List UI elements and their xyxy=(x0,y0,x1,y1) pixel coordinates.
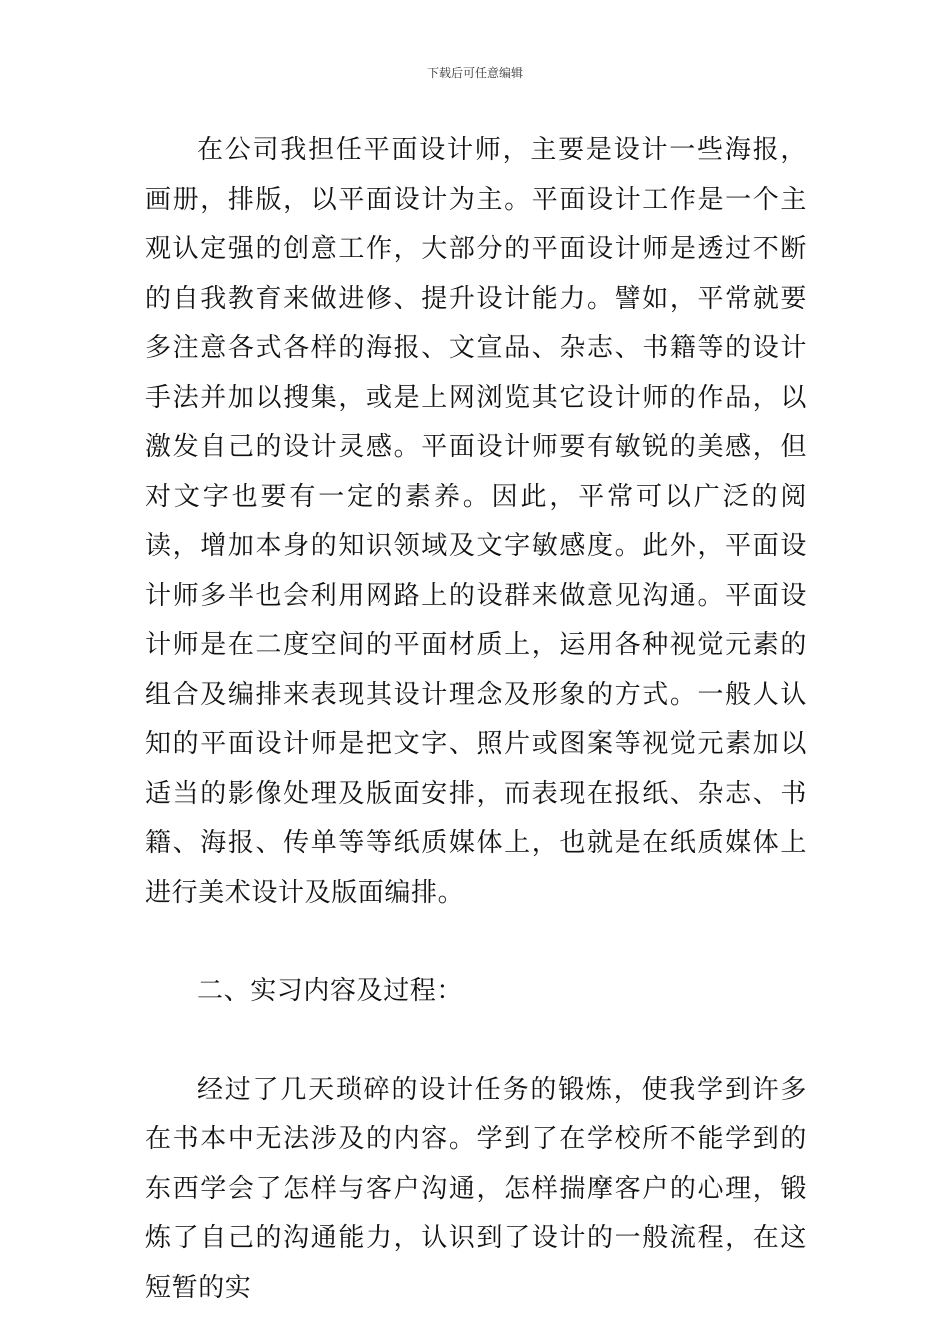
page-header: 下载后可任意编辑 xyxy=(426,66,523,80)
paragraph-internship: 经过了几天琐碎的设计任务的锻炼，使我学到许多在书本中无法涉及的内容。学到了在学校所不能学到的东西学会了怎样与客户沟通，怎样揣摩客户的心理，锻炼了自己的沟通能力，认识到了设计的一般流程，在这短暂的实 xyxy=(145,1074,807,1303)
paragraph-design-work: 在公司我担任平面设计师，主要是设计一些海报，画册，排版，以平面设计为主。平面设计工作是一个主观认定强的创意工作，大部分的平面设计师是透过不断的自我教育来做进修、提升设计能力。譬如，平常就要多注意各式各样的海报、文宣品、杂志、书籍等的设计手法并加以搜集，或是上网浏览其它设计师的作品，以激发自己的设计灵感。平面设计师要有敏锐的美感，但对文字也要有一定的素养。因此，平常可以广泛的阅读，增加本身的知识领域及文字敏感度。此外，平面设计师多半也会利用网路上的设群来做意见沟通。平面设计师是在二度空间的平面材质上，运用各种视觉元素的组合及编排来表现其设计理念及形象的方式。一般人认知的平面设计师是把文字、照片或图案等视觉元素加以适当的影像处理及版面安排，而表现在报纸、杂志、书籍、海报、传单等等纸质媒体上，也就是在纸质媒体上进行美术设计及版面编排。 xyxy=(145,135,807,908)
document-body xyxy=(145,126,807,1313)
section-heading: 二、实习内容及过程： xyxy=(197,976,464,1006)
